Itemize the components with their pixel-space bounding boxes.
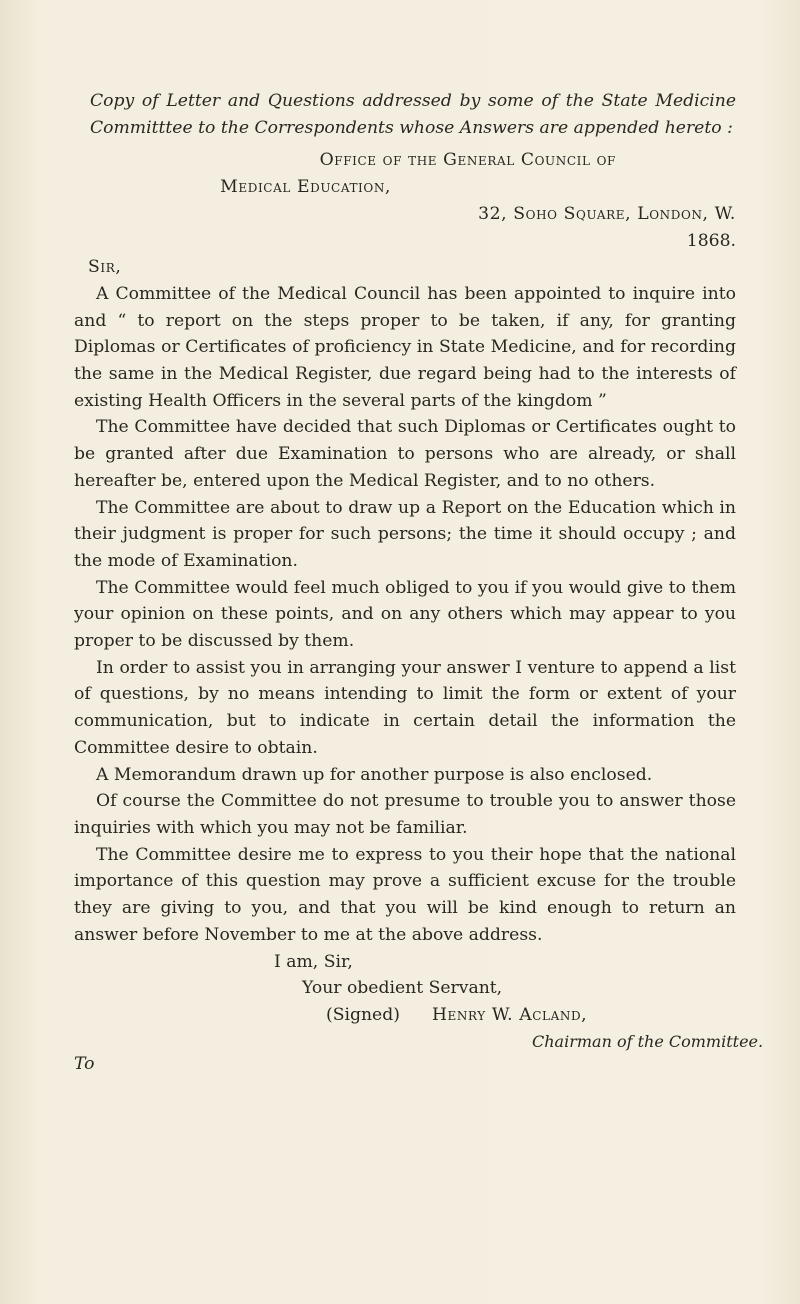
heading: Copy of Letter and Questions addressed by some of the State Medicine Committtee to the Correspondents whose Answers are appended hereto : bbox=[90, 91, 736, 138]
paragraph: The Committee desire me to express to you their hope that the national importance of this question may prove a sufficient excuse for the trouble they are giving to you, and that you will be kind enough to return an answer before November to me at the above address. bbox=[74, 844, 736, 945]
address-line-2: Medical Education, bbox=[220, 177, 391, 198]
paragraph: The Committee have decided that such Diplomas or Certificates ought to be granted after due Examination to persons who are already, or shall hereafter be, entered upon the Medical Register, and to no others. bbox=[74, 417, 736, 491]
address-date: 1868. bbox=[686, 230, 736, 251]
address-line-1: Office of the General Council of bbox=[319, 150, 616, 171]
salutation: Sir, bbox=[88, 257, 122, 278]
paragraph: The Committee are about to draw up a Report on the Education which in their judgment is proper for such persons; the time it should occupy ; and the mode of Examination. bbox=[74, 497, 736, 571]
signature-line bbox=[74, 1002, 736, 1029]
closing-line-2: Your obedient Servant, bbox=[302, 978, 503, 999]
address-line-3: 32, Soho Square, London, W. bbox=[478, 203, 736, 224]
addressee-to: To bbox=[74, 1054, 95, 1075]
signatory: Henry W. Acland, bbox=[431, 1004, 588, 1025]
closing-line-1: I am, Sir, bbox=[274, 951, 353, 972]
address-block bbox=[74, 147, 736, 254]
letter-body bbox=[74, 88, 764, 1078]
paragraph: Of course the Committee do not presume to trouble you to answer those inquiries with which you may not be familiar. bbox=[74, 791, 736, 838]
paragraph: A Committee of the Medical Council has been appointed to inquire into and “ to report on the steps proper to be taken, if any, for granting Diplomas or Certificates of proficiency in State Medicine, and for recording the same in the Medical Register, due regard being had to the interests of existing Health Officers in the several parts of the kingdom ” bbox=[74, 283, 736, 411]
closing-block bbox=[74, 949, 764, 1079]
signed-label: (Signed) bbox=[326, 1004, 400, 1025]
signatory-title: Chairman of the Committee. bbox=[532, 1031, 764, 1051]
paragraph: The Committee would feel much obliged to you if you would give to them your opinion on these points, and on any others which may appear to you proper to be discussed by them. bbox=[74, 577, 736, 652]
paragraph: A Memorandum drawn up for another purpose is also enclosed. bbox=[96, 764, 653, 785]
paragraph: In order to assist you in arranging your answer I venture to append a list of questions, by no means intending to limit the form or extent of your communication, but to indicate in certain detail the information the Committee desire to obtain. bbox=[74, 657, 736, 758]
